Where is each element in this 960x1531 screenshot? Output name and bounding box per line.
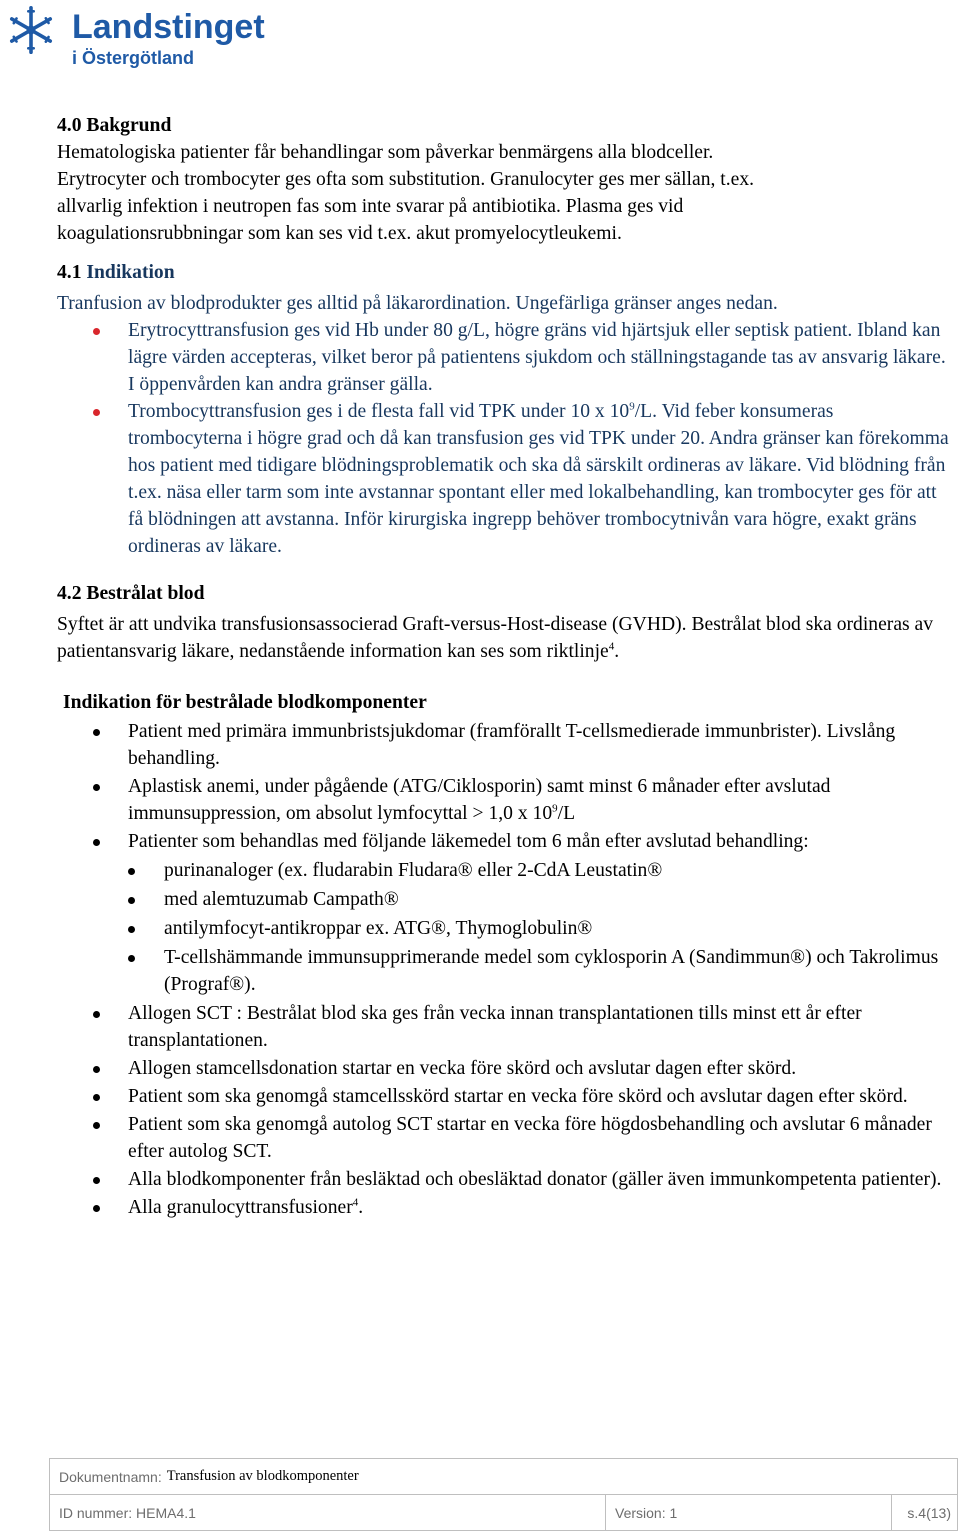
footer-page-cell: s.4(13) xyxy=(907,1504,951,1521)
section-heading-4-2: 4.2 Bestrålat blod xyxy=(57,583,205,604)
bullet-icon xyxy=(93,1205,100,1212)
sublist-item: antilymfocyt-antikroppar ex. ATG®, Thymoglobulin® xyxy=(128,915,952,942)
bullet-icon xyxy=(128,926,135,933)
bullet-icon xyxy=(93,1122,100,1129)
footer-docname-cell xyxy=(50,1459,957,1494)
footer-version-cell: Version: 1 xyxy=(606,1495,892,1530)
document-body xyxy=(57,112,952,1222)
sublist-item: purinanaloger (ex. fludarabin Fludara® eller 2-CdA Leustatin® xyxy=(128,857,952,884)
document-footer xyxy=(49,1458,958,1531)
list-item: Allogen stamcellsdonation startar en vecka före skörd och avslutar dagen efter skörd. xyxy=(57,1055,952,1082)
indication-list xyxy=(57,317,952,560)
bullet-icon xyxy=(93,729,100,736)
docname-label: Dokumentnamn: xyxy=(59,1468,162,1485)
paragraph-line: allvarlig infektion i neutropen fas som inte svarar på antibiotika. Plasma ges vid xyxy=(57,196,684,217)
footer-row-docname xyxy=(50,1459,957,1495)
logo-graphic xyxy=(0,0,300,72)
bullet-icon xyxy=(93,1177,100,1184)
paragraph-line: koagulationsrubbningar som kan ses vid t.ex. akut promyelocytleukemi. xyxy=(57,223,622,244)
bullet-icon xyxy=(93,784,100,791)
bullet-icon xyxy=(128,955,135,962)
list-item: Trombocyttransfusion ges i de flesta fall vid TPK under 10 x $10^9/L$. Vid feber konsumeras trombocyterna i högre grad och då kan transfusion ges vid TPK under 20. Andra gränser kan förekomma hos patient med tidigare blödningsproblematik och ska då särskilt ordineras av läkare. Vid blödning från t.ex. näsa eller tarm som inte avstannar spontant eller med lokalbehandling, kan trombocyter ges för att få blödningen att avstanna. Inför kirurgiska ingrepp behöver trombocytnivån vara högre, exakt gräns ordineras av läkare. xyxy=(57,398,952,560)
list-item: Erytrocyttransfusion ges vid Hb under 80 g/L, högre gräns vid hjärtsjuk eller septisk patient. Ibland kan lägre värden accepteras, vilket beror på patientens sjukdom och ställningstagande tas av ansvarig läkare. I öppenvården kan andra gränser gälla. xyxy=(57,317,952,398)
section-heading-4-0: 4.0 Bakgrund xyxy=(57,115,172,136)
list-item: Allogen SCT : Bestrålat blod ska ges från vecka innan transplantationen tills minst ett år efter transplantationen. xyxy=(57,1000,952,1054)
list-item: Alla blodkomponenter från besläktad och obesläktad donator (gäller även immunkompetenta patienter). xyxy=(57,1166,952,1193)
landstinget-logo xyxy=(0,0,300,72)
section-heading-4-1: 4.1 Indikation xyxy=(57,262,175,283)
list-item: Patient som ska genomgå autolog SCT startar en vecka före högdosbehandling och avslutar 6 månader efter autolog SCT. xyxy=(57,1111,952,1165)
bullet-icon xyxy=(93,409,100,416)
logo-line1: Landstinget xyxy=(72,8,265,46)
irradiation-indication-list xyxy=(57,718,952,1221)
footer-row-meta xyxy=(50,1495,957,1530)
bullet-icon xyxy=(93,1066,100,1073)
list-item: Patienter som behandlas med följande läkemedel tom 6 mån efter avslutad behandling: purinanaloger (ex. fludarabin Fludara® eller 2-CdA Leustatin® med alemtuzumab Campath® antilymfocyt-antikroppar ex. ATG®, Thymoglobulin® T-cellshämmande immunsupprimerande medel som cyklosporin A (Sandimmun®) och Takrolimus (Prograf®). xyxy=(57,828,952,998)
drug-sublist xyxy=(128,857,952,998)
bullet-icon xyxy=(128,897,135,904)
indication-intro: Tranfusion av blodprodukter ges alltid på läkarordination. Ungefärliga gränser anges nedan. xyxy=(57,293,778,314)
paragraph-line: Hematologiska patienter får behandlingar som påverkar benmärgens alla blodceller. xyxy=(57,142,714,163)
list-item: Alla granulocyttransfusioner$^4$. xyxy=(57,1194,952,1221)
snowflake-icon xyxy=(9,6,52,54)
bullet-icon xyxy=(93,328,100,335)
docname-value: Transfusion av blodkomponenter xyxy=(166,1468,359,1484)
list-item: Patient som ska genomgå stamcellsskörd startar en vecka före skörd och avslutar dagen efter skörd. xyxy=(57,1083,952,1110)
irradiated-blood-paragraph: Syftet är att undvika transfusionsassocierad Graft-versus-Host-disease (GVHD). Bestrålat blod ska ordineras av patientansvarig läkare, nedanstående information kan ses som riktlinje$^4$. xyxy=(57,614,934,662)
footer-id-cell: ID nummer: HEMA4.1 xyxy=(50,1495,606,1530)
paragraph-line: Erytrocyter och trombocyter ges ofta som substitution. Granulocyter ges mer sällan, t.ex. xyxy=(57,169,755,190)
sublist-item: T-cellshämmande immunsupprimerande medel som cyklosporin A (Sandimmun®) och Takrolimus (Prograf®). xyxy=(128,944,952,998)
bullet-icon xyxy=(128,868,135,875)
sublist-item: med alemtuzumab Campath® xyxy=(128,886,952,913)
bullet-icon xyxy=(93,839,100,846)
list-item: Aplastisk anemi, under pågående (ATG/Ciklosporin) samt minst 6 månader efter avslutad immunsuppression, om absolut lymfocyttal > 1,0 x $10^9/L$ xyxy=(57,773,952,827)
logo-line2: i Östergötland xyxy=(72,48,195,68)
bullet-icon xyxy=(93,1011,100,1018)
bullet-icon xyxy=(93,1094,100,1101)
list-item: Patient med primära immunbristsjukdomar (framförallt T-cellsmedierade immunbrister). Livslång behandling. xyxy=(57,718,952,772)
indication-heading: Indikation för bestrålade blodkomponenter xyxy=(63,692,427,713)
